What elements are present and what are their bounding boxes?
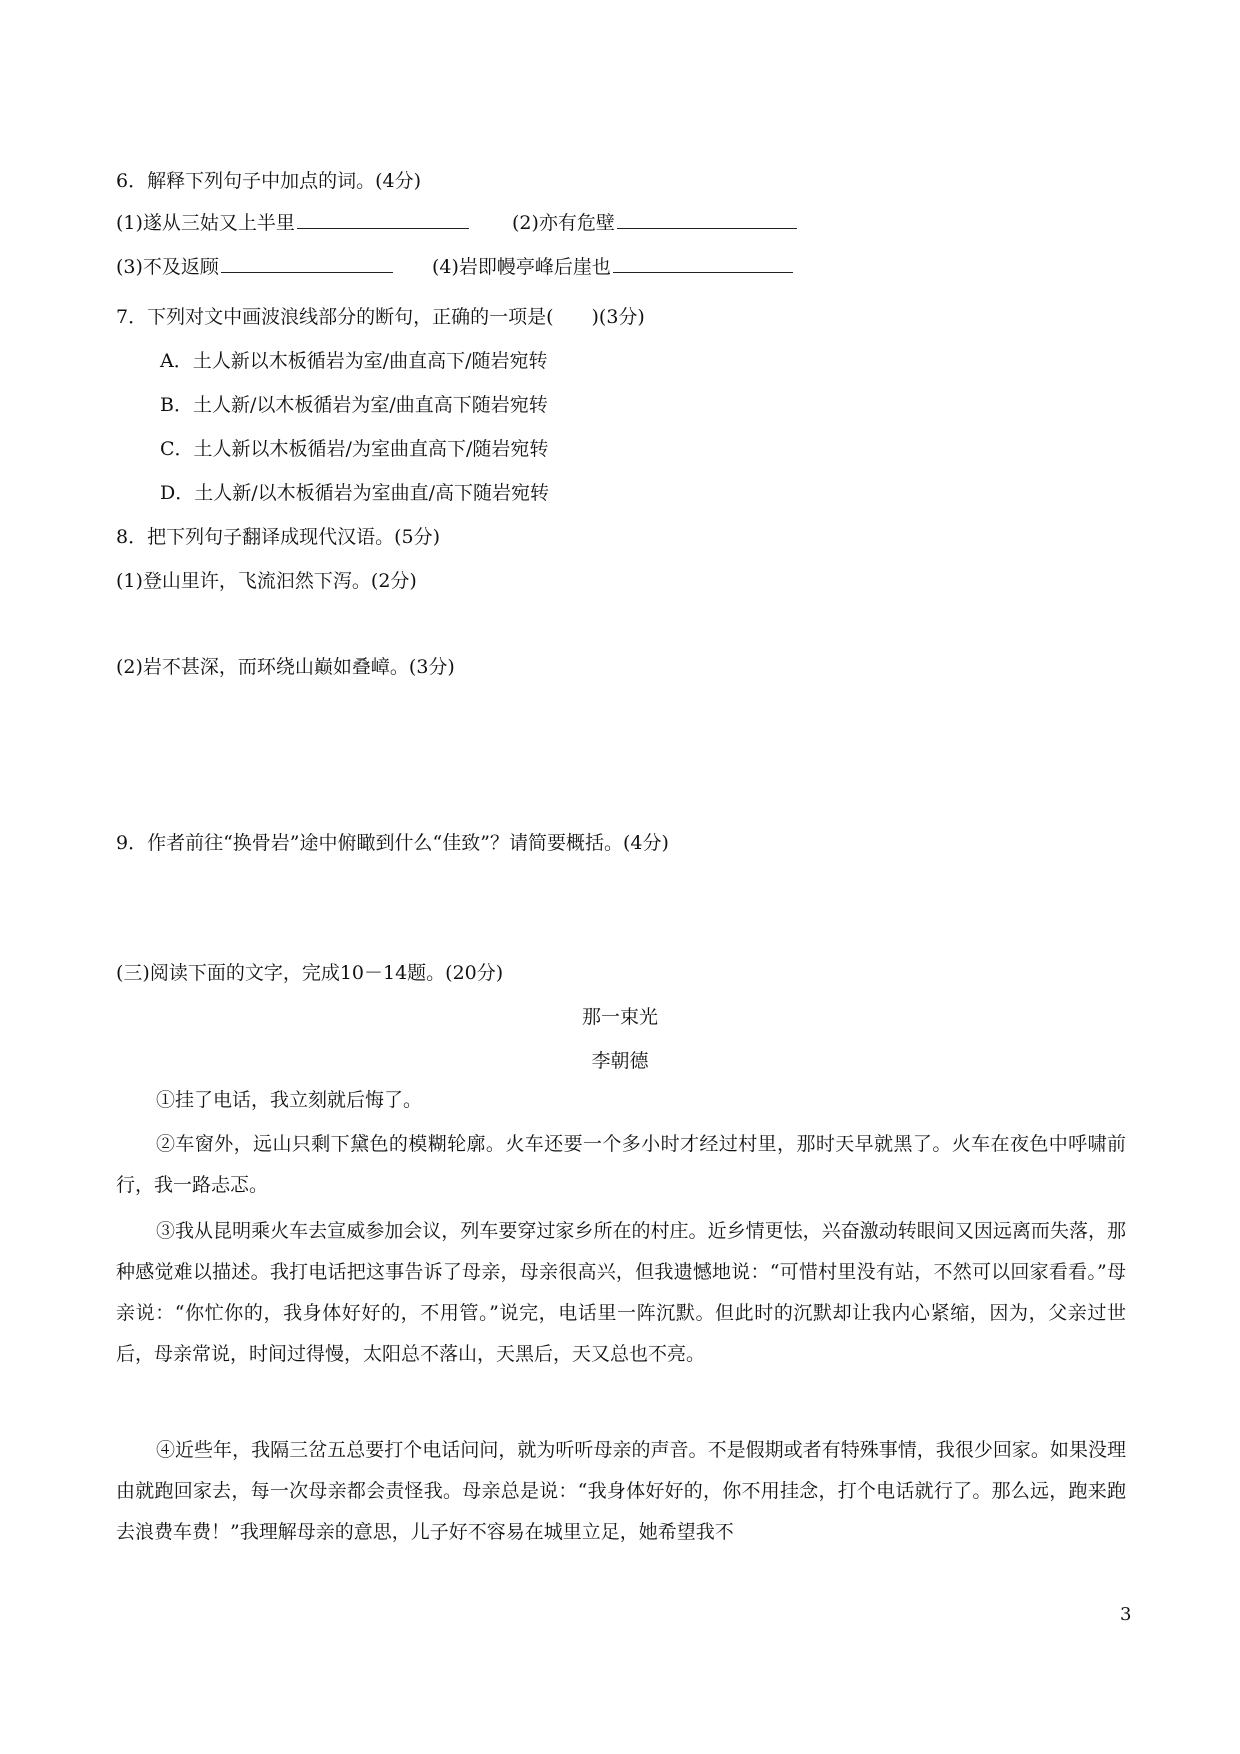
q8-item-1: (1)登山里许，飞流汩然下泻。(2分) [116, 570, 417, 592]
q6-stem: 6．解释下列句子中加点的词。(4分) [116, 170, 422, 192]
q8-stem: 8．把下列句子翻译成现代汉语。(5分) [116, 526, 441, 548]
q8-item-2: (2)岩不甚深，而环绕山巅如叠嶂。(3分) [116, 656, 455, 678]
article-paragraph-1: ①挂了电话，我立刻就后悔了。 [156, 1089, 423, 1111]
answer-blank [613, 254, 793, 273]
q6-item-2-text: (2)亦有危壁 [512, 212, 615, 234]
q6-item-3-text: (3)不及返顾 [116, 256, 219, 278]
q9-stem: 9．作者前往“换骨岩”途中俯瞰到什么“佳致”？请简要概括。(4分) [116, 832, 669, 854]
article-author: 李朝德 [591, 1050, 649, 1072]
q6-item-3 [116, 252, 393, 279]
article-title: 那一束光 [581, 1006, 658, 1028]
section3-intro: (三)阅读下面的文字，完成10－14题。(20分) [116, 962, 504, 984]
q6-item-2 [512, 208, 797, 235]
q6-item-1-text: (1)遂从三姑又上半里 [116, 212, 295, 234]
page-number: 3 [1120, 1604, 1132, 1625]
q6-item-4 [432, 252, 793, 279]
answer-blank [297, 210, 469, 229]
q7-option-d: D．土人新/以木板循岩为室曲直/高下随岩宛转 [160, 482, 550, 504]
article-paragraph-3: ③我从昆明乘火车去宣威参加会议，列车要穿过家乡所在的村庄。近乡情更怯，兴奋激动转眼间又因远离而失落，那种感觉难以描述。我打电话把这事告诉了母亲，母亲很高兴，但我遗憾地说：“可惜村里没有站，不然可以回家看看。”母亲说：“你忙你的，我身体好好的，不用管。”说完，电话里一阵沉默。但此时的沉默却让我内心紧缩，因为，父亲过世后，母亲常说，时间过得慢，太阳总不落山，天黑后，天又总也不亮。 [116, 1220, 1126, 1365]
q6-item-4-text: (4)岩即幔亭峰后崖也 [432, 256, 611, 278]
q7-stem: 7．下列对文中画波浪线部分的断句，正确的一项是( )(3分) [116, 306, 645, 328]
answer-blank [617, 210, 797, 229]
answer-blank [221, 254, 393, 273]
q7-option-b: B．土人新/以木板循岩为室/曲直高下随岩宛转 [160, 394, 548, 416]
article-paragraph-2: ②车窗外，远山只剩下黛色的模糊轮廓。火车还要一个多小时才经过村里，那时天早就黑了。火车在夜色中呼啸前行，我一路忐忑。 [116, 1133, 1126, 1196]
q7-option-c: C．土人新以木板循岩/为室曲直高下/随岩宛转 [160, 438, 549, 460]
article-paragraph-4: ④近些年，我隔三岔五总要打个电话问问，就为听听母亲的声音。不是假期或者有特殊事情，我很少回家。如果没理由就跑回家去，每一次母亲都会责怪我。母亲总是说：“我身体好好的，你不用挂念，打个电话就行了。那么远，跑来跑去浪费车费！”我理解母亲的意思，儿子好不容易在城里立足，她希望我不 [116, 1439, 1126, 1543]
q7-option-a: A．土人新以木板循岩为室/曲直高下/随岩宛转 [160, 350, 548, 372]
q6-item-1 [116, 208, 469, 235]
